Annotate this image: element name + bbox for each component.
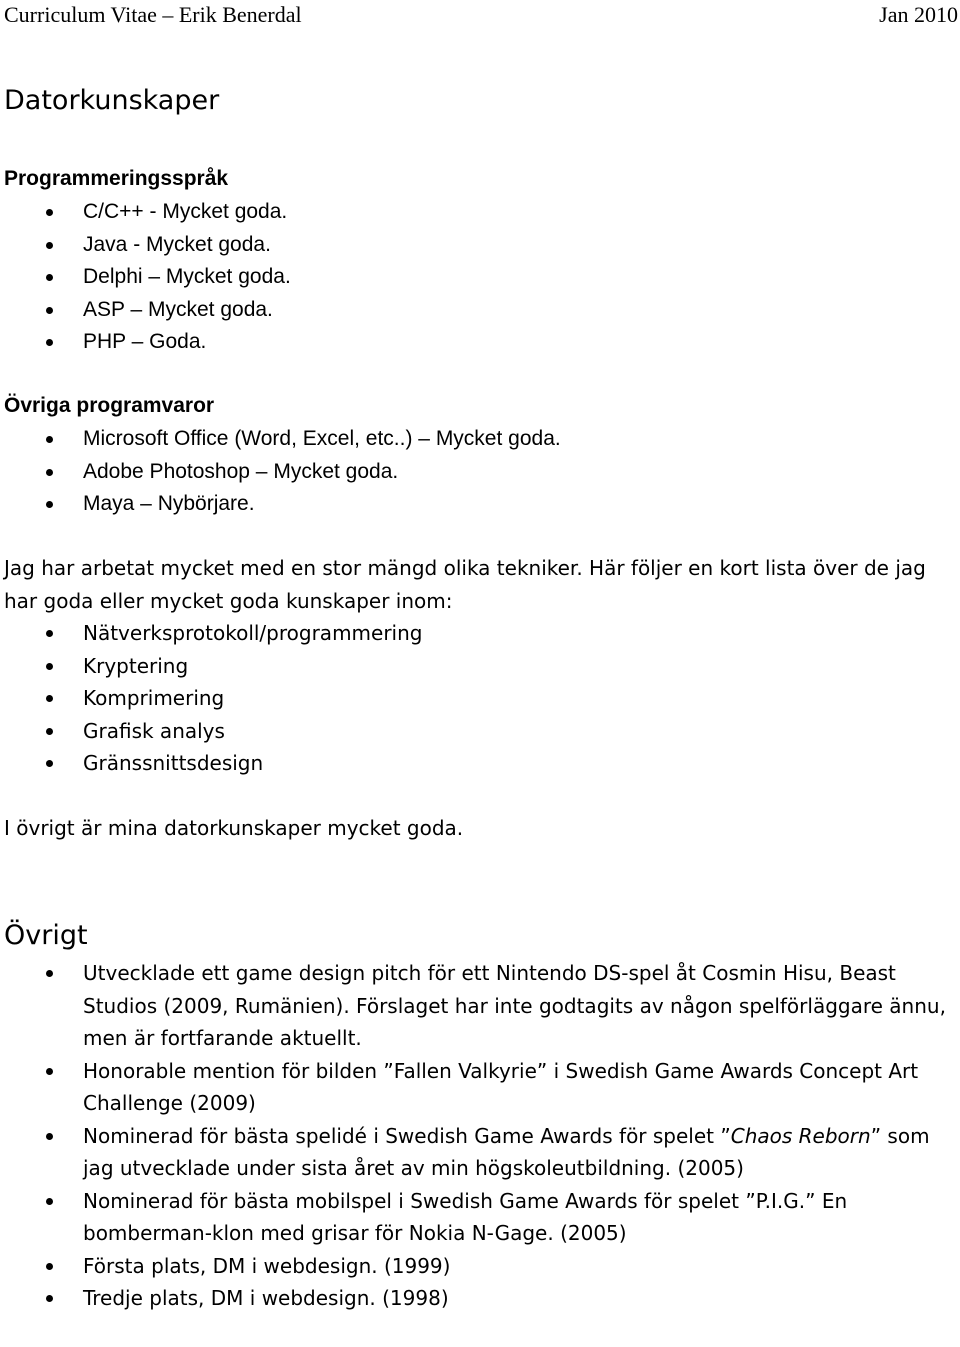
- other-achievements-list: [0, 957, 951, 1315]
- section-title-ovrigt: Övrigt: [4, 920, 88, 951]
- list-item: Gränssnittsdesign: [0, 747, 422, 780]
- list-item: Microsoft Office (Word, Excel, etc..) – Mycket goda.: [0, 423, 561, 456]
- software-list: [0, 423, 561, 521]
- header-title: Curriculum Vitae – Erik Benerdal: [4, 2, 302, 27]
- list-item: Komprimering: [0, 682, 422, 715]
- item-text: ” som jag utvecklade under sista året av min högskoleutbildning. (2005): [83, 1123, 930, 1180]
- section-title-datorkunskaper: Datorkunskaper: [4, 85, 220, 116]
- list-item: Java - Mycket goda.: [0, 229, 291, 262]
- techniques-list: [0, 617, 422, 780]
- list-item: Honorable mention för bilden ”Fallen Valkyrie” i Swedish Game Awards Concept Art Challenge (2009): [0, 1055, 951, 1120]
- list-item: ASP – Mycket goda.: [0, 294, 291, 327]
- programming-language-list: [0, 196, 291, 359]
- list-item: Första plats, DM i webdesign. (1999): [0, 1250, 951, 1283]
- item-text: Nominerad för bästa spelidé i Swedish Game Awards för spelet ”: [83, 1123, 731, 1148]
- list-item: Nätverksprotokoll/programmering: [0, 617, 422, 650]
- list-item: Kryptering: [0, 650, 422, 683]
- list-item: Grafisk analys: [0, 715, 422, 748]
- list-item: Nominerad för bästa mobilspel i Swedish Game Awards för spelet ”P.I.G.” En bomberman-klon med grisar för Nokia N-Gage. (2005): [0, 1185, 951, 1250]
- list-item: [0, 1120, 951, 1185]
- list-item: Adobe Photoshop – Mycket goda.: [0, 456, 561, 489]
- heading-ovriga-programvaror: Övriga programvaror: [4, 394, 215, 417]
- header-date: Jan 2010: [879, 2, 958, 27]
- list-item: Utvecklade ett game design pitch för ett Nintendo DS-spel åt Cosmin Hisu, Beast Studios (2009, Rumänien). Förslaget har inte godtagits av någon spelförläggare ännu, men är fortfarande aktuellt.: [0, 957, 951, 1055]
- techniques-intro: Jag har arbetat mycket med en stor mängd olika tekniker. Här följer en kort lista över de jag har goda eller mycket goda kunskaper inom:: [4, 556, 926, 613]
- list-item: Delphi – Mycket goda.: [0, 261, 291, 294]
- heading-programmeringssprak: Programmeringsspråk: [4, 167, 229, 190]
- game-title: Chaos Reborn: [730, 1123, 871, 1148]
- list-item: PHP – Goda.: [0, 326, 291, 359]
- page-header: [4, 0, 958, 30]
- list-item: Tredje plats, DM i webdesign. (1998): [0, 1282, 951, 1315]
- list-item: C/C++ - Mycket goda.: [0, 196, 291, 229]
- computer-skills-summary: I övrigt är mina datorkunskaper mycket goda.: [4, 816, 464, 840]
- list-item: Maya – Nybörjare.: [0, 488, 561, 521]
